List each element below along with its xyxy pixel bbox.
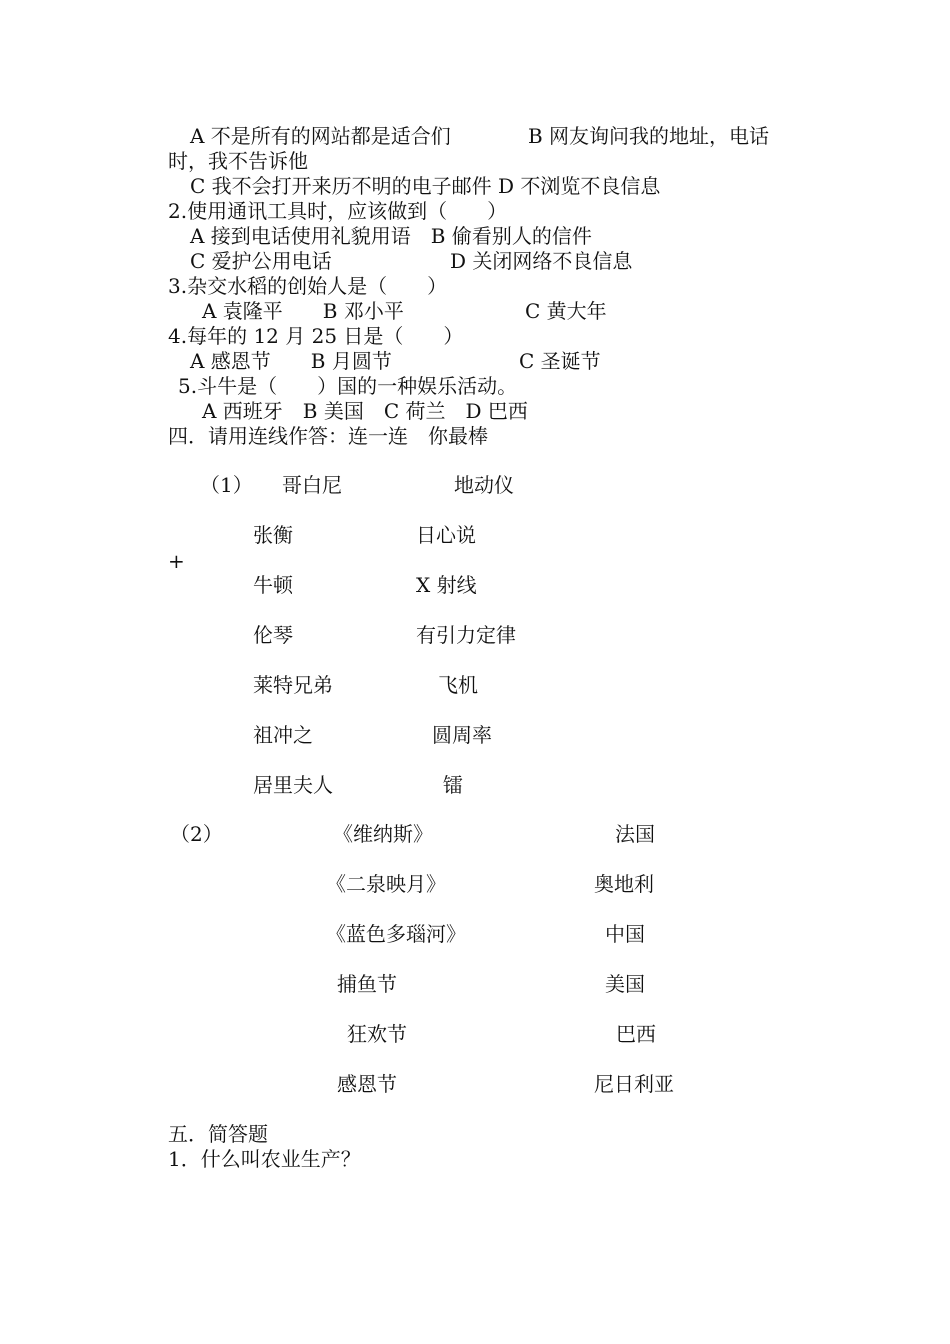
part1-right-item: 地动仪 — [454, 473, 514, 497]
part1-left-item: 伦琴 — [253, 623, 293, 647]
part1-right-item: 镭 — [443, 773, 463, 797]
q3-stem: 3.杂交水稻的创始人是（ ） — [168, 274, 448, 298]
part1-left-item: 祖冲之 — [253, 723, 313, 747]
part1-left-item: 哥白尼 — [282, 473, 342, 497]
q1-option-b-continued: 时，我不告诉他 — [168, 149, 308, 173]
part2-left-item: 《二泉映月》 — [326, 872, 446, 896]
section5-heading: 五．简答题 — [168, 1122, 268, 1146]
q1-option-b: B 网友询问我的地址，电话 — [528, 124, 770, 148]
part1-left-item: 张衡 — [253, 523, 293, 547]
part1-right-item: X 射线 — [416, 573, 477, 597]
part2-right-item: 美国 — [605, 972, 645, 996]
q2-option-d: D 关闭网络不良信息 — [450, 249, 633, 273]
section5-question: 1．什么叫农业生产？ — [168, 1147, 361, 1171]
part1-label: （1） — [200, 473, 253, 497]
section4-heading: 四．请用连线作答：连一连 你最棒 — [168, 424, 488, 448]
part2-right-item: 法国 — [615, 822, 655, 846]
q3-option-c: C 黄大年 — [525, 299, 607, 323]
part1-right-item: 有引力定律 — [416, 623, 516, 647]
q5-options: A 西班牙 B 美国 C 荷兰 D 巴西 — [202, 399, 528, 423]
part2-right-item: 中国 — [605, 922, 645, 946]
q1-options-cd: C 我不会打开来历不明的电子邮件 D 不浏览不良信息 — [190, 174, 661, 198]
q3-options-ab: A 袁隆平 B 邓小平 — [202, 299, 404, 323]
part1-right-item: 飞机 — [438, 673, 478, 697]
q2-options-ab: A 接到电话使用礼貌用语 B 偷看别人的信件 — [190, 224, 592, 248]
part1-left-item: 牛顿 — [253, 573, 293, 597]
q4-stem: 4.每年的 12 月 25 日是（ ） — [168, 324, 464, 348]
part1-left-item: 莱特兄弟 — [253, 673, 333, 697]
q4-options-ab: A 感恩节 B 月圆节 — [190, 349, 392, 373]
part2-left-item: 捕鱼节 — [337, 972, 397, 996]
q2-stem: 2.使用通讯工具时，应该做到（ ） — [168, 199, 508, 223]
part1-left-item: 居里夫人 — [253, 773, 333, 797]
part2-left-item: 《蓝色多瑙河》 — [326, 922, 466, 946]
part2-right-item: 尼日利亚 — [594, 1072, 674, 1096]
q4-option-c: C 圣诞节 — [519, 349, 601, 373]
part2-right-item: 奥地利 — [594, 872, 654, 896]
part2-right-item: 巴西 — [616, 1022, 656, 1046]
q5-stem: 5.斗牛是（ ）国的一种娱乐活动。 — [178, 374, 518, 398]
q1-option-a: A 不是所有的网站都是适合们 — [190, 124, 451, 148]
part1-right-item: 日心说 — [416, 523, 476, 547]
part2-left-item: 《维纳斯》 — [333, 822, 433, 846]
part1-right-item: 圆周率 — [432, 723, 492, 747]
part2-label: （2） — [170, 822, 223, 846]
part2-left-item: 感恩节 — [337, 1072, 397, 1096]
part2-left-item: 狂欢节 — [347, 1022, 407, 1046]
stray-plus-mark: + — [168, 549, 185, 573]
q2-option-c: C 爱护公用电话 — [190, 249, 332, 273]
